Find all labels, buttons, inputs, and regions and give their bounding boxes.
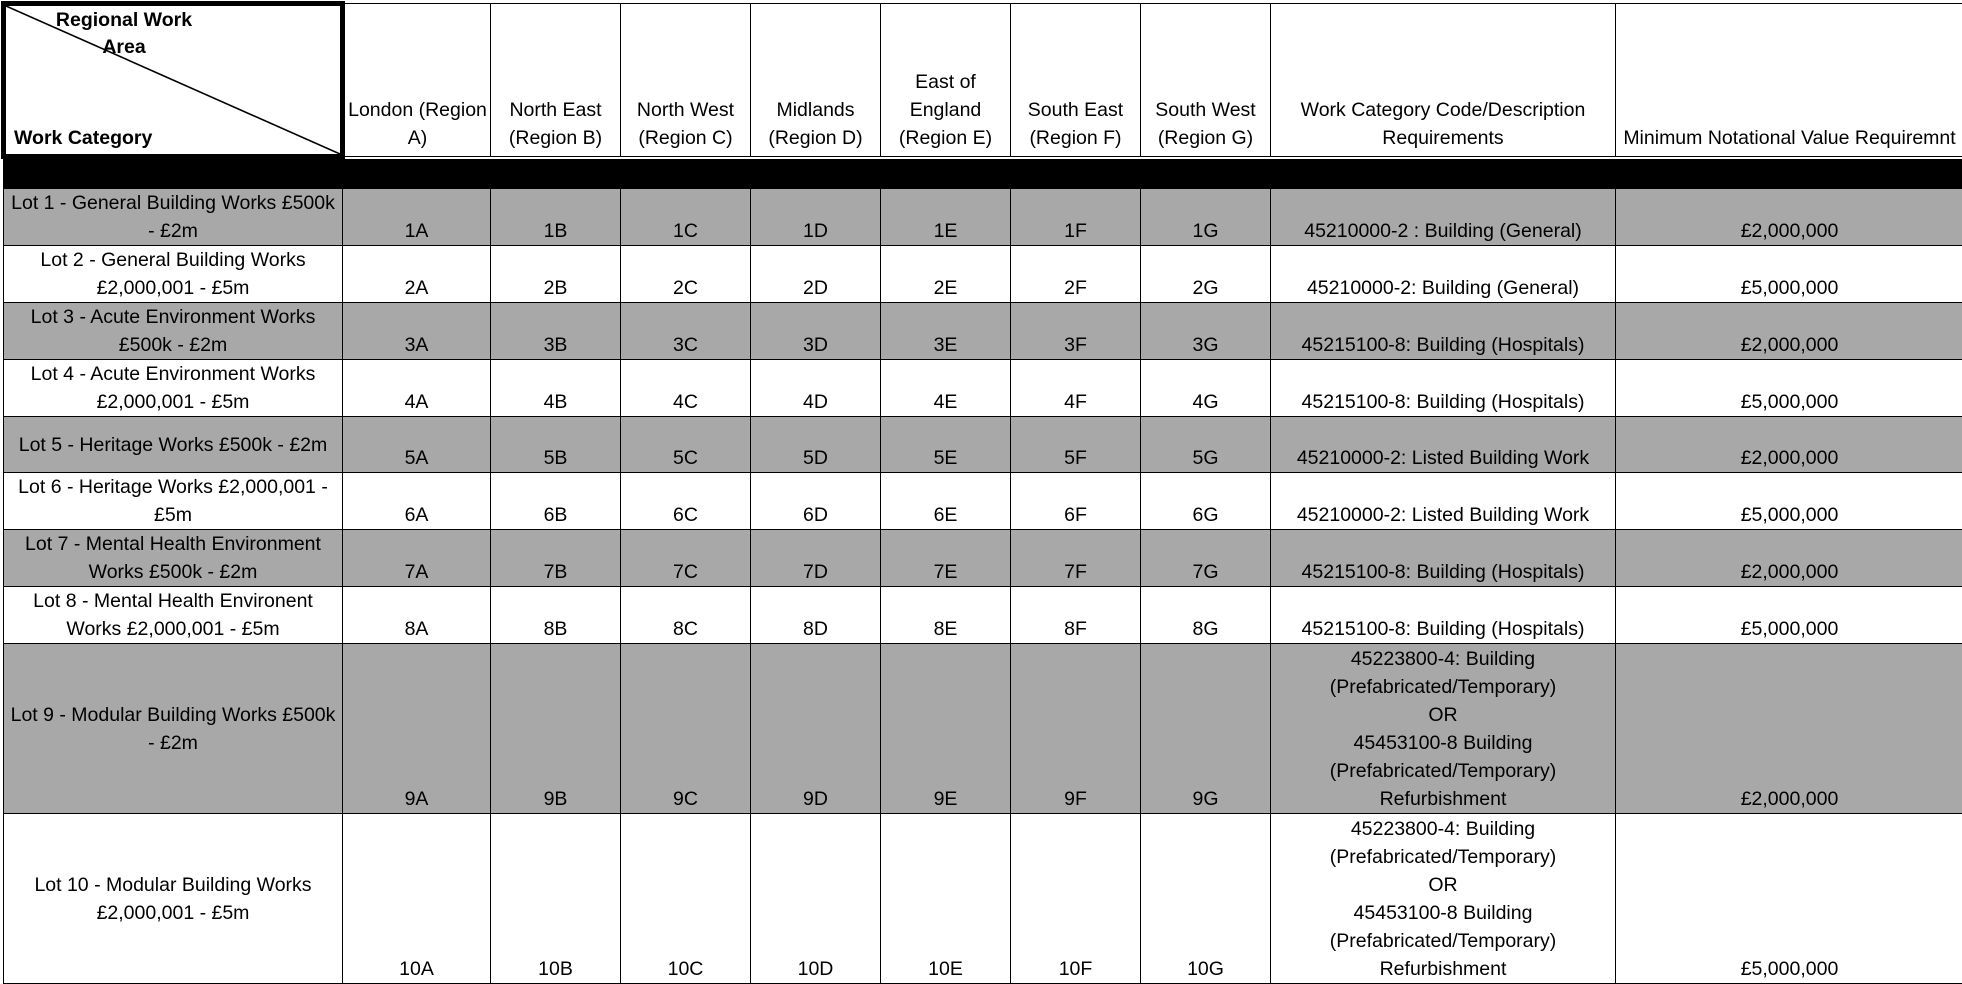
region-code-cell: 3G [1141, 303, 1271, 360]
code-description-cell: 45215100-8: Building (Hospitals) [1271, 587, 1616, 644]
corner-header-cell [4, 4, 343, 157]
value-header-cell: Minimum Notational Value Requiremnt [1616, 4, 1962, 157]
min-value-cell: £2,000,000 [1616, 530, 1962, 587]
region-code-cell: 3A [343, 303, 491, 360]
region-header-cell: North East (Region B) [491, 4, 621, 157]
code-description-cell [1271, 814, 1616, 984]
lot-cell: Lot 8 - Mental Health Environent Works £2,000,001 - £5m [4, 587, 343, 644]
table-row [4, 360, 1962, 417]
region-code-cell: 9F [1011, 644, 1141, 814]
region-code-cell: 5A [343, 417, 491, 473]
region-code-cell: 5G [1141, 417, 1271, 473]
region-code-cell: 6D [751, 473, 881, 530]
table-row [4, 473, 1962, 530]
region-code-cell: 2C [621, 246, 751, 303]
region-code-cell: 9A [343, 644, 491, 814]
code-description-cell: 45210000-2 : Building (General) [1271, 189, 1616, 246]
min-value-cell: £2,000,000 [1616, 189, 1962, 246]
lot-cell: Lot 10 - Modular Building Works £2,000,001 - £5m [4, 814, 343, 984]
region-code-cell: 3B [491, 303, 621, 360]
region-code-cell: 1F [1011, 189, 1141, 246]
region-header-cell: Midlands (Region D) [751, 4, 881, 157]
region-code-cell: 5D [751, 417, 881, 473]
min-value-cell: £5,000,000 [1616, 587, 1962, 644]
code-description-line: 45453100-8 Building [1274, 899, 1612, 927]
code-description-line: 45223800-4: Building [1274, 815, 1612, 843]
region-code-cell: 10F [1011, 814, 1141, 984]
lot-cell: Lot 7 - Mental Health Environment Works £500k - £2m [4, 530, 343, 587]
region-code-cell: 7F [1011, 530, 1141, 587]
region-code-cell: 7D [751, 530, 881, 587]
region-code-cell: 4A [343, 360, 491, 417]
table-row [4, 417, 1962, 473]
region-code-cell: 10D [751, 814, 881, 984]
lot-cell: Lot 2 - General Building Works £2,000,001 - £5m [4, 246, 343, 303]
code-description-line: OR [1274, 701, 1612, 729]
region-code-cell: 4E [881, 360, 1011, 417]
region-code-cell: 10G [1141, 814, 1271, 984]
region-code-cell: 10B [491, 814, 621, 984]
region-code-cell: 1B [491, 189, 621, 246]
region-code-cell: 9B [491, 644, 621, 814]
region-code-cell: 2A [343, 246, 491, 303]
code-description-line: (Prefabricated/Temporary) [1274, 927, 1612, 955]
region-header-cell: London (Region A) [343, 4, 491, 157]
region-code-cell: 7G [1141, 530, 1271, 587]
region-code-cell: 2F [1011, 246, 1141, 303]
region-code-cell: 4D [751, 360, 881, 417]
table-row [4, 303, 1962, 360]
lot-cell: Lot 4 - Acute Environment Works £2,000,001 - £5m [4, 360, 343, 417]
region-code-cell: 10E [881, 814, 1011, 984]
header-row [4, 4, 1962, 157]
region-code-cell: 8A [343, 587, 491, 644]
region-header-cell: South East (Region F) [1011, 4, 1141, 157]
region-code-cell: 8E [881, 587, 1011, 644]
region-code-cell: 3D [751, 303, 881, 360]
region-code-cell: 5F [1011, 417, 1141, 473]
region-code-cell: 10C [621, 814, 751, 984]
separator-cell [4, 157, 1962, 189]
table-row [4, 189, 1962, 246]
region-code-cell: 6F [1011, 473, 1141, 530]
region-code-cell: 4F [1011, 360, 1141, 417]
region-code-cell: 8F [1011, 587, 1141, 644]
region-code-cell: 1E [881, 189, 1011, 246]
region-code-cell: 2G [1141, 246, 1271, 303]
table-row [4, 530, 1962, 587]
region-code-cell: 9D [751, 644, 881, 814]
lots-table [1, 1, 1962, 984]
separator-bar [4, 157, 1962, 189]
region-code-cell: 9C [621, 644, 751, 814]
corner-label-region: Regional Work Area [44, 7, 204, 61]
min-value-cell: £2,000,000 [1616, 303, 1962, 360]
region-code-cell: 2B [491, 246, 621, 303]
region-code-cell: 6E [881, 473, 1011, 530]
region-code-cell: 9E [881, 644, 1011, 814]
min-value-cell: £5,000,000 [1616, 814, 1962, 984]
region-code-cell: 4B [491, 360, 621, 417]
corner-label-category: Work Category [14, 124, 152, 152]
min-value-cell: £5,000,000 [1616, 246, 1962, 303]
min-value-cell: £2,000,000 [1616, 417, 1962, 473]
region-code-cell: 1C [621, 189, 751, 246]
code-description-cell: 45215100-8: Building (Hospitals) [1271, 530, 1616, 587]
region-code-cell: 2E [881, 246, 1011, 303]
region-code-cell: 7E [881, 530, 1011, 587]
code-description-line: Refurbishment [1274, 785, 1612, 813]
min-value-cell: £5,000,000 [1616, 360, 1962, 417]
region-code-cell: 7C [621, 530, 751, 587]
min-value-cell: £2,000,000 [1616, 644, 1962, 814]
region-code-cell: 1D [751, 189, 881, 246]
region-header-cell: South West (Region G) [1141, 4, 1271, 157]
region-code-cell: 5E [881, 417, 1011, 473]
code-description-cell: 45215100-8: Building (Hospitals) [1271, 360, 1616, 417]
min-value-cell: £5,000,000 [1616, 473, 1962, 530]
code-description-line: (Prefabricated/Temporary) [1274, 757, 1612, 785]
code-description-line: 45223800-4: Building [1274, 645, 1612, 673]
region-code-cell: 7B [491, 530, 621, 587]
code-description-cell: 45210000-2: Listed Building Work [1271, 417, 1616, 473]
region-code-cell: 3C [621, 303, 751, 360]
code-description-line: Refurbishment [1274, 955, 1612, 983]
code-description-cell [1271, 644, 1616, 814]
lot-cell: Lot 9 - Modular Building Works £500k - £2m [4, 644, 343, 814]
region-code-cell: 10A [343, 814, 491, 984]
region-code-cell: 4G [1141, 360, 1271, 417]
lot-cell: Lot 6 - Heritage Works £2,000,001 - £5m [4, 473, 343, 530]
region-code-cell: 6A [343, 473, 491, 530]
lot-cell: Lot 1 - General Building Works £500k - £2m [4, 189, 343, 246]
table-row [4, 814, 1962, 984]
code-description-cell: 45210000-2: Building (General) [1271, 246, 1616, 303]
table-row [4, 246, 1962, 303]
code-description-cell: 45215100-8: Building (Hospitals) [1271, 303, 1616, 360]
region-code-cell: 8G [1141, 587, 1271, 644]
region-code-cell: 8B [491, 587, 621, 644]
code-description-line: OR [1274, 871, 1612, 899]
table-row [4, 587, 1962, 644]
region-code-cell: 4C [621, 360, 751, 417]
table-row [4, 644, 1962, 814]
region-code-cell: 9G [1141, 644, 1271, 814]
code-description-line: 45453100-8 Building [1274, 729, 1612, 757]
region-code-cell: 7A [343, 530, 491, 587]
region-code-cell: 5B [491, 417, 621, 473]
region-code-cell: 6C [621, 473, 751, 530]
code-description-line: (Prefabricated/Temporary) [1274, 673, 1612, 701]
region-code-cell: 6B [491, 473, 621, 530]
region-code-cell: 1A [343, 189, 491, 246]
lot-cell: Lot 3 - Acute Environment Works £500k - £2m [4, 303, 343, 360]
region-code-cell: 8C [621, 587, 751, 644]
region-header-cell: North West (Region C) [621, 4, 751, 157]
region-code-cell: 3E [881, 303, 1011, 360]
region-header-cell: East of England (Region E) [881, 4, 1011, 157]
region-code-cell: 3F [1011, 303, 1141, 360]
region-code-cell: 5C [621, 417, 751, 473]
region-code-cell: 2D [751, 246, 881, 303]
code-description-line: (Prefabricated/Temporary) [1274, 843, 1612, 871]
region-code-cell: 6G [1141, 473, 1271, 530]
code-description-cell: 45210000-2: Listed Building Work [1271, 473, 1616, 530]
lot-cell: Lot 5 - Heritage Works £500k - £2m [4, 417, 343, 473]
code-header-cell: Work Category Code/Description Requirements [1271, 4, 1616, 157]
region-code-cell: 1G [1141, 189, 1271, 246]
region-code-cell: 8D [751, 587, 881, 644]
